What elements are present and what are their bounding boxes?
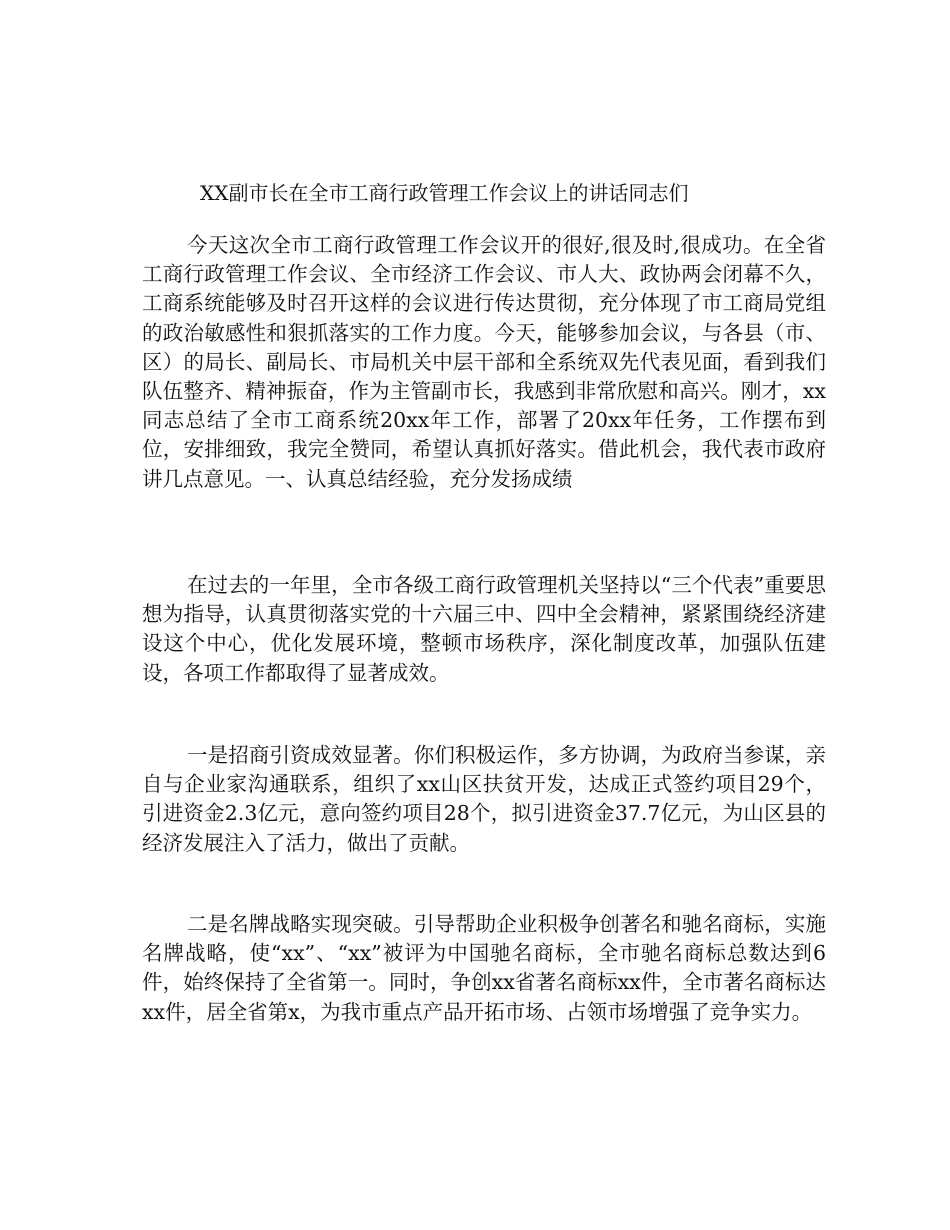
document-title: XX副市长在全市工商行政管理工作会议上的讲话同志们	[200, 181, 689, 205]
paragraph-opening: 今天这次全市工商行政管理工作会议开的很好,很及时,很成功。在全省工商行政管理工作会议、全市经济工作会议、市人大、政协两会闭幕不久，工商系统能够及时召开这样的会议进行传达贯彻，充分体现了市工商局党组的政治敏感性和狠抓落实的工作力度。今天，能够参加会议，与各县（市、区）的局长、副局长、市局机关中层干部和全系统双先代表见面，看到我们队伍整齐、精神振奋，作为主管副市长，我感到非常欣慰和高兴。刚才，xx同志总结了全市工商系统20xx年工作，部署了20xx年任务，工作摆布到位，安排细致，我完全赞同，希望认真抓好落实。借此机会，我代表市政府讲几点意见。一、认真总结经验，充分发扬成绩	[142, 233, 826, 491]
paragraph-brand-strategy: 二是名牌战略实现突破。引导帮助企业积极争创著名和驰名商标，实施名牌战略，使“xx”、“xx”被评为中国驰名商标，全市驰名商标总数达到6件，始终保持了全省第一。同时，争创xx省著名商标xx件，全市著名商标达xx件，居全省第x，为我市重点产品开拓市场、占领市场增强了竞争实力。	[142, 912, 826, 1024]
paragraph-achievements: 在过去的一年里，全市各级工商行政管理机关坚持以“三个代表”重要思想为指导，认真贯彻落实党的十六届三中、四中全会精神，紧紧围绕经济建设这个中心，优化发展环境，整顿市场秩序，深化制度改革，加强队伍建设，各项工作都取得了显著成效。	[142, 573, 826, 685]
paragraph-investment: 一是招商引资成效显著。你们积极运作，多方协调，为政府当参谋，亲自与企业家沟通联系，组织了xx山区扶贫开发，达成正式签约项目29个，引进资金2.3亿元，意向签约项目28个，拟引进资金37.7亿元，为山区县的经济发展注入了活力，做出了贡献。	[142, 743, 826, 855]
